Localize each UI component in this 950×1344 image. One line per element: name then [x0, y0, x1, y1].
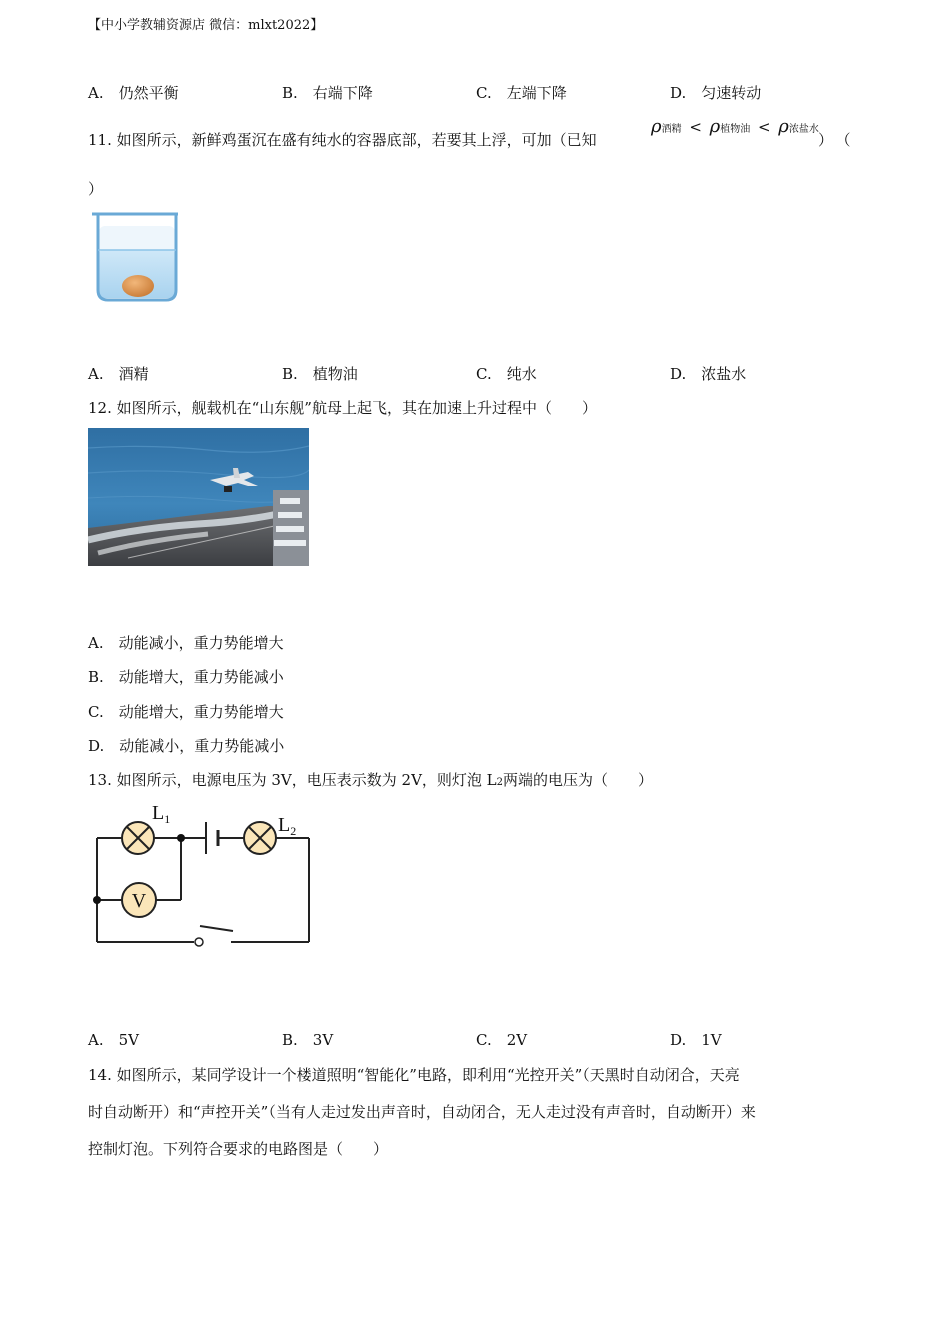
- rho-symbol: ρ: [709, 116, 721, 137]
- l1-label: [152, 802, 170, 826]
- q11-option-d: D. 浓盐水: [670, 365, 747, 383]
- q12-option-b: B. 动能增大，重力势能减小: [88, 668, 284, 686]
- q11-option-a: A. 酒精: [88, 365, 149, 383]
- rho-sub-oil: 植物油: [720, 124, 751, 135]
- q10-option-d: D. 匀速转动: [670, 84, 762, 102]
- q13-stem-part1: 13. 如图所示，电源电压为 3V，电压表示数为 2V，则灯泡 L: [88, 771, 497, 789]
- q10-option-c: C. 左端下降: [476, 84, 567, 102]
- carrier-takeoff-photo: [88, 428, 309, 566]
- q14-stem-line3: 控制灯泡。下列符合要求的电路图是（ ）: [88, 1140, 389, 1158]
- q10-option-a: A. 仍然平衡: [88, 84, 179, 102]
- voltmeter-label: V: [131, 890, 147, 912]
- q10-option-b: B. 右端下降: [282, 84, 373, 102]
- q11-option-b: B. 植物油: [282, 365, 358, 383]
- q11-stem-end: ）（: [818, 131, 861, 149]
- less-than-1: <: [689, 118, 702, 136]
- rho-symbol: ρ: [651, 116, 662, 137]
- l2-letter: L: [278, 814, 291, 836]
- q14-stem-line1: 14. 如图所示，某同学设计一个楼道照明“智能化”电路，即利用“光控开关”（天黑时自动闭合，天亮: [88, 1066, 740, 1084]
- l1-sub: 1: [164, 812, 171, 826]
- q12-option-d: D. 动能减小，重力势能减小: [88, 737, 285, 755]
- q13-stem-part2: 两端的电压为（ ）: [503, 771, 654, 789]
- rho-sub-alcohol: 酒精: [661, 124, 682, 135]
- series-circuit-diagram: [88, 800, 323, 952]
- rho-symbol: ρ: [778, 116, 789, 137]
- q13-option-c: C. 2V: [476, 1031, 528, 1049]
- voltmeter-icon: [122, 883, 156, 917]
- lamp-l2-icon: [244, 822, 276, 854]
- less-than-2: <: [757, 118, 771, 136]
- q11-stem: 11. 如图所示，新鲜鸡蛋沉在盛有纯水的容器底部，若要其上浮，可加（已知: [88, 131, 597, 149]
- q11-density-formula: [651, 116, 819, 137]
- l2-sub: 2: [290, 824, 297, 838]
- l1-letter: L: [152, 802, 165, 824]
- q12-option-a: A. 动能减小，重力势能增大: [88, 634, 284, 652]
- lamp-l1-icon: [122, 822, 154, 854]
- q11-option-c: C. 纯水: [476, 365, 537, 383]
- page-header: 【中小学教辅资源店 微信：mlxt2022】: [88, 18, 324, 33]
- q14-stem-line2: 时自动断开）和“声控开关”（当有人走过发出声音时，自动闭合，无人走过没有声音时，自动断开）来: [88, 1103, 756, 1121]
- q12-option-c: C. 动能增大，重力势能增大: [88, 703, 284, 721]
- beaker-egg-figure: [88, 210, 183, 305]
- q13-option-b: B. 3V: [282, 1031, 334, 1049]
- l2-label: [278, 814, 296, 838]
- q13-option-a: A. 5V: [88, 1031, 139, 1049]
- egg-icon: [122, 275, 154, 297]
- q11-stem-line2: ）: [88, 180, 104, 198]
- rho-sub-brine: 浓盐水: [788, 124, 819, 135]
- q13-option-d: D. 1V: [670, 1031, 722, 1049]
- q13-stem: [88, 769, 653, 790]
- q12-stem: 12. 如图所示，舰载机在“山东舰”航母上起飞，其在加速上升过程中（ ）: [88, 399, 597, 417]
- switch-pivot: [195, 938, 203, 946]
- q13-stem-sub: 2: [496, 777, 504, 788]
